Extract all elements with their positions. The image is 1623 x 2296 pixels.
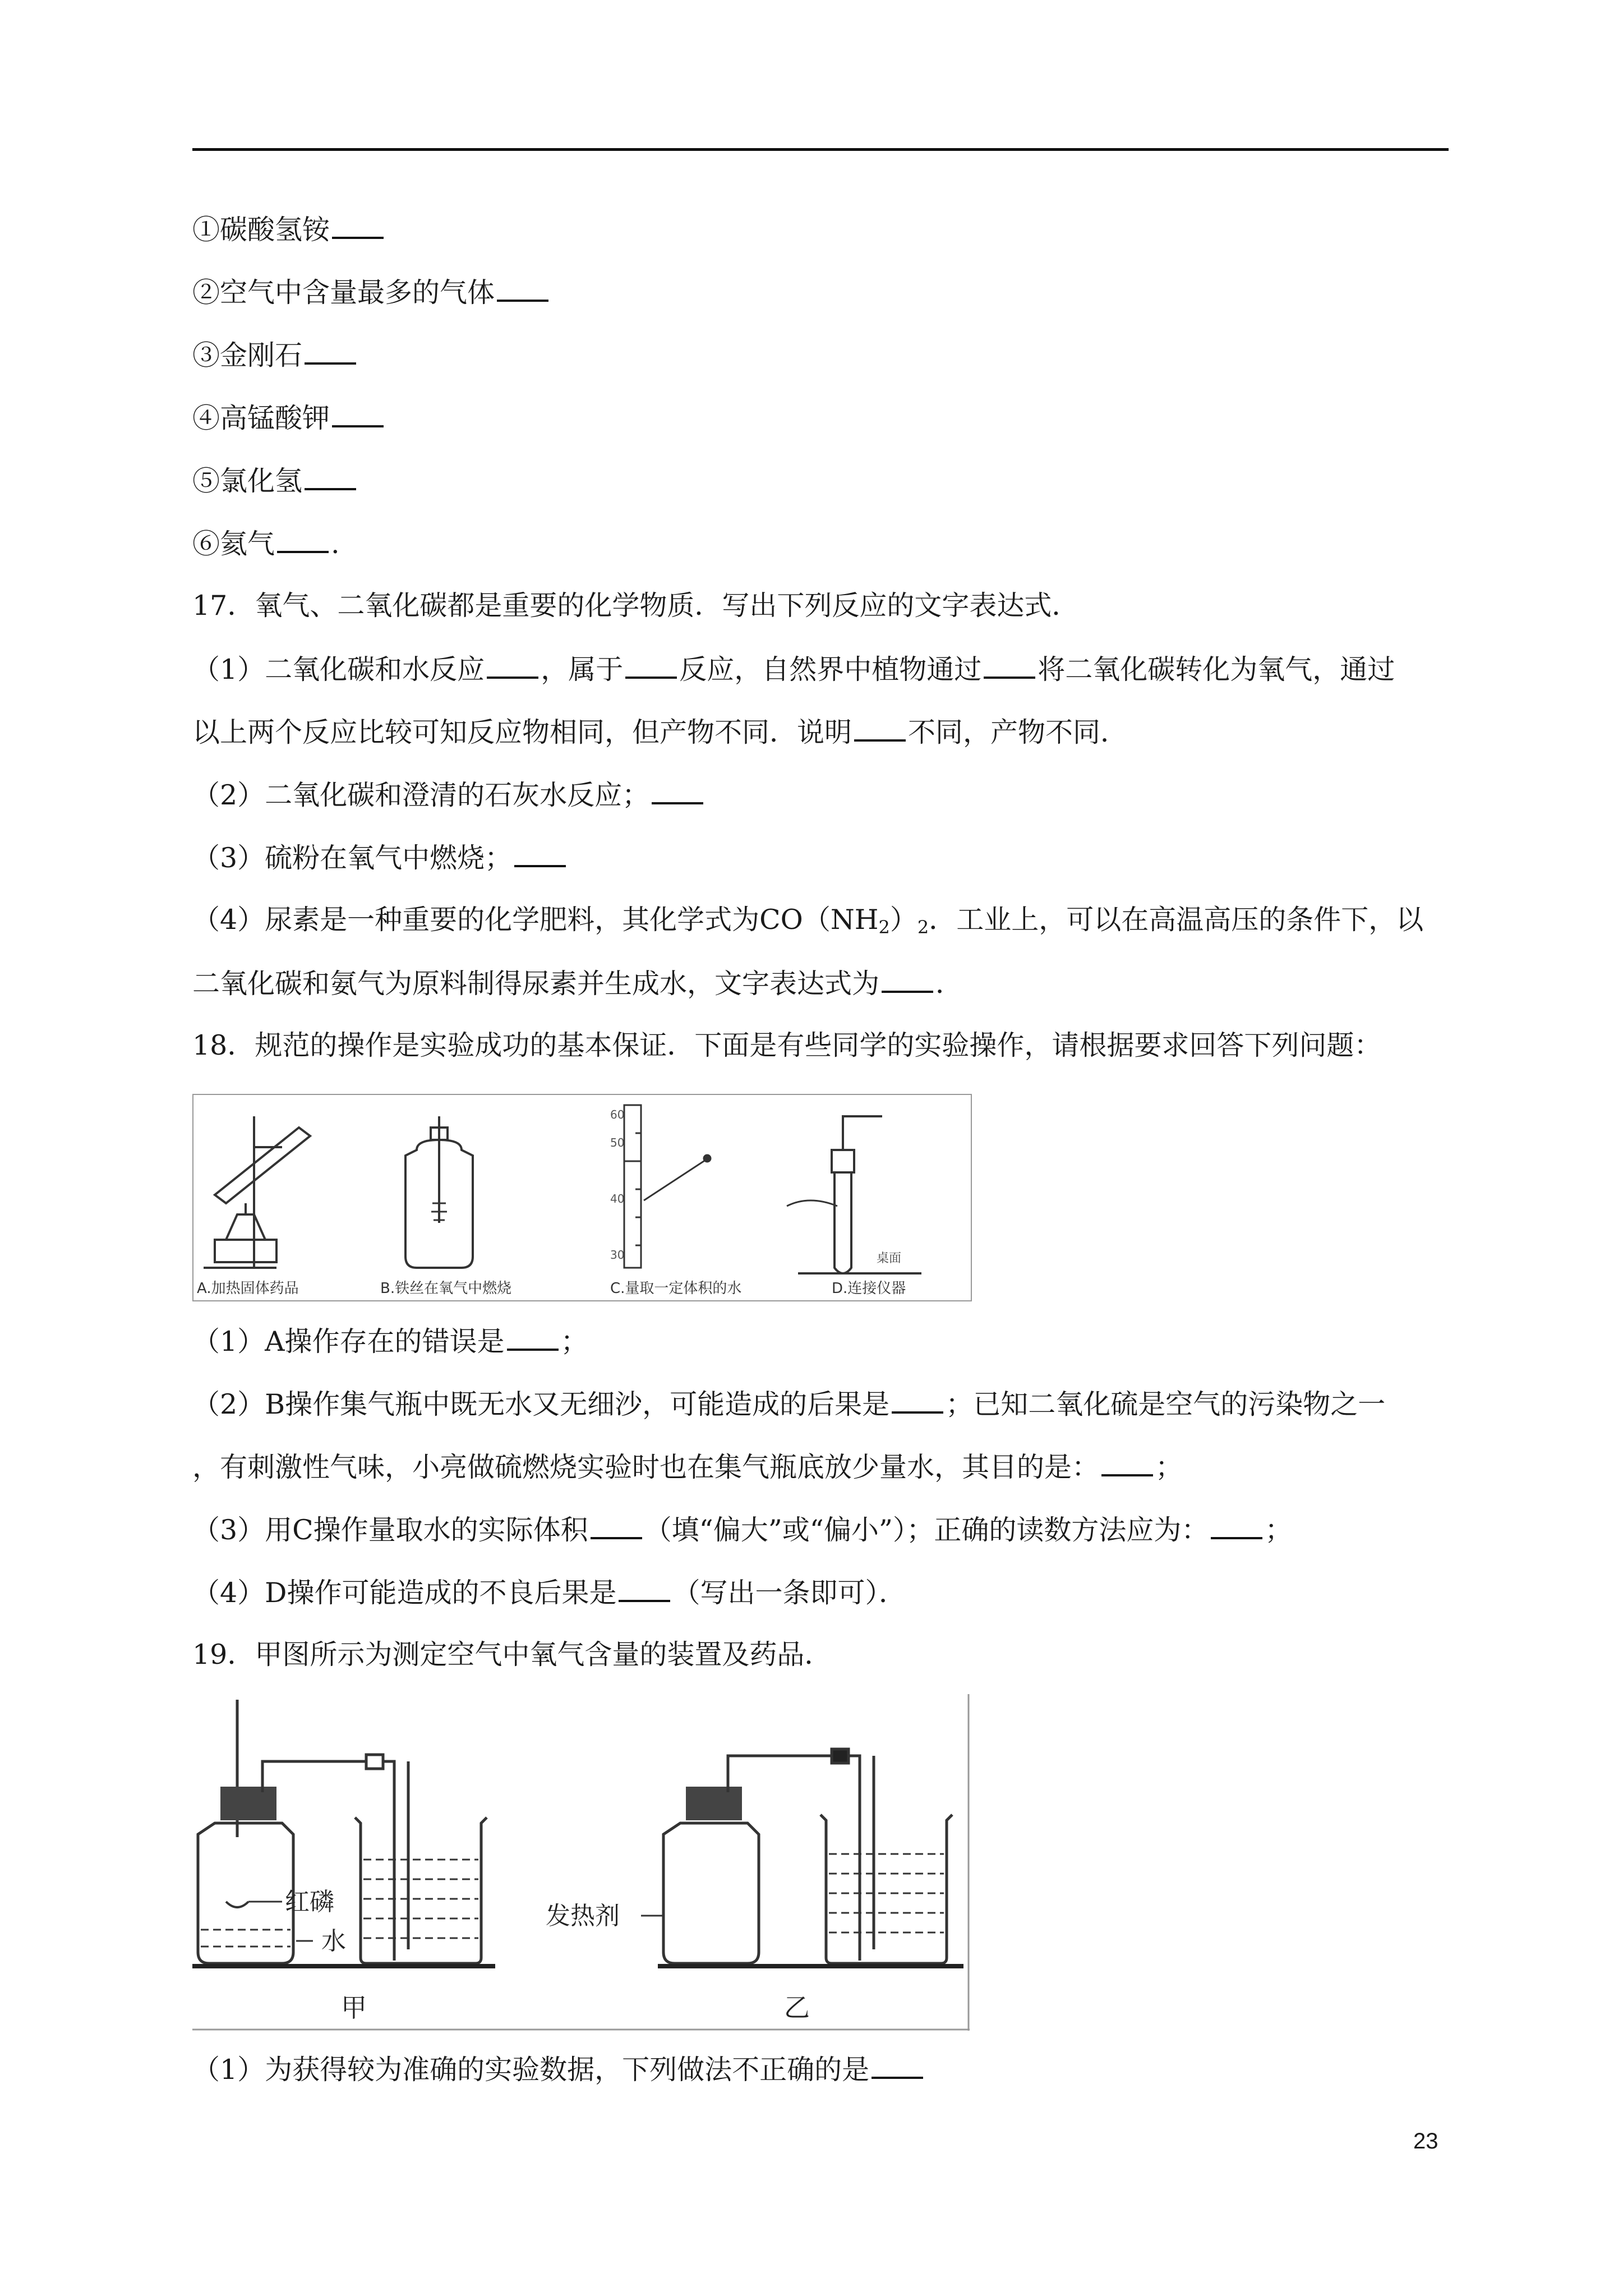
cylinder-tick-labels — [610, 1108, 624, 1262]
answer-blank[interactable] — [625, 652, 677, 679]
answer-blank[interactable] — [619, 1575, 670, 1602]
tick-60: 60 — [610, 1108, 625, 1121]
desk-label: 桌面 — [877, 1251, 902, 1266]
figure-a-heating-apparatus — [204, 1116, 310, 1268]
q19-stem: 19．甲图所示为测定空气中氧气含量的装置及药品． — [192, 1639, 832, 1671]
caption-yi: 乙 — [784, 1993, 810, 2023]
caption-c: C.量取一定体积的水 — [610, 1280, 742, 1297]
answer-blank[interactable] — [277, 526, 329, 553]
q18-part2-line1: （2）B操作集气瓶中既无水又无细沙，可能造成的后果是 ；已知二氧化硫是空气的污染物之一 — [192, 1387, 1385, 1421]
q17-stem: 17．氧气、二氧化碳都是重要的化学物质．写出下列反应的文字表达式． — [192, 590, 1080, 622]
label-water: 水 — [321, 1927, 346, 1955]
q17-part3: （3）硫粉在氧气中燃烧； — [192, 840, 568, 875]
answer-blank[interactable] — [305, 463, 356, 490]
figure-c-measuring-cylinder — [624, 1105, 711, 1268]
q18-part1: （1）A操作存在的错误是 ； — [192, 1324, 588, 1359]
caption-jia: 甲 — [341, 1993, 367, 2023]
yi-water-lines — [829, 1854, 944, 1932]
answer-blank[interactable] — [507, 1324, 559, 1351]
label-heating-agent: 发热剂 — [546, 1902, 620, 1930]
caption-a: A.加热固体药品 — [197, 1280, 299, 1297]
q16-item-1: ①碳酸氢铵 — [192, 212, 386, 247]
page-number: 23 — [1413, 2129, 1438, 2154]
caption-d: D.连接仪器 — [832, 1280, 906, 1297]
answer-blank[interactable] — [854, 715, 906, 742]
header-rule — [192, 148, 1449, 151]
answer-blank[interactable] — [1101, 1450, 1153, 1476]
q16-item-3: ③金刚石 — [192, 338, 358, 372]
figure-d-test-tube — [787, 1116, 921, 1273]
figure-b-gas-bottle — [405, 1116, 473, 1268]
caption-b: B.铁丝在氧气中燃烧 — [380, 1280, 512, 1297]
jia-apparatus — [198, 1700, 487, 1963]
q17-part1-line2: 以上两个反应比较可知反应物相同，但产物不同．说明 不同，产物不同． — [192, 715, 1128, 749]
answer-blank[interactable] — [892, 1387, 943, 1414]
tick-40: 40 — [610, 1192, 625, 1205]
figure-captions — [197, 1280, 906, 1297]
q18-stem: 18．规范的操作是实验成功的基本保证．下面是有些同学的实验操作，请根据要求回答下列问题： — [192, 1029, 1382, 1061]
answer-blank[interactable] — [332, 401, 384, 427]
q17-part2: （2）二氧化碳和澄清的石灰水反应； — [192, 777, 706, 812]
answer-blank[interactable] — [591, 1512, 642, 1539]
q19-part1: （1）为获得较为准确的实验数据，下列做法不正确的是 — [192, 2052, 925, 2087]
q16-item-2: ②空气中含量最多的气体 — [192, 275, 551, 310]
q18-part2-line2: ，有刺激性气味，小亮做硫燃烧实验时也在集气瓶底放少量水，其目的是： ； — [192, 1450, 1183, 1484]
q17-part4-line1: （4）尿素是一种重要的化学肥料，其化学式为CO（NH2）2．工业上，可以在高温高压的条件下，以 — [192, 904, 1424, 938]
tick-30: 30 — [610, 1248, 625, 1262]
answer-blank[interactable] — [497, 275, 548, 302]
q19-apparatus-figure — [192, 1694, 972, 2031]
answer-blank[interactable] — [305, 338, 356, 365]
answer-blank[interactable] — [514, 840, 566, 867]
q16-item-5: ⑤氯化氢 — [192, 463, 358, 498]
q16-item-4: ④高锰酸钾 — [192, 401, 386, 435]
answer-blank[interactable] — [872, 2052, 923, 2079]
q17-part4-line2: 二氧化碳和氨气为原料制得尿素并生成水，文字表达式为 ． — [192, 966, 963, 1001]
answer-blank[interactable] — [652, 777, 703, 804]
answer-blank[interactable] — [882, 966, 933, 993]
q18-part4: （4）D操作可能造成的不良后果是 （写出一条即可）． — [192, 1575, 906, 1610]
q16-item-6: ⑥氦气 . — [192, 526, 340, 561]
answer-blank[interactable] — [1211, 1512, 1262, 1539]
answer-blank[interactable] — [487, 652, 538, 679]
tick-50: 50 — [610, 1136, 625, 1149]
label-red-phosphorus: 红磷 — [285, 1888, 334, 1916]
q18-operations-figure — [192, 1094, 972, 1301]
yi-apparatus — [663, 1749, 952, 1963]
answer-blank[interactable] — [332, 212, 384, 239]
q17-part1-line1: （1）二氧化碳和水反应 ，属于 反应，自然界中植物通过 将二氧化碳转化为氧气，通过 — [192, 652, 1395, 687]
answer-blank[interactable] — [984, 652, 1035, 679]
q18-part3: （3）用C操作量取水的实际体积 （填“偏大”或“偏小”）；正确的读数方法应为： ； — [192, 1512, 1292, 1547]
